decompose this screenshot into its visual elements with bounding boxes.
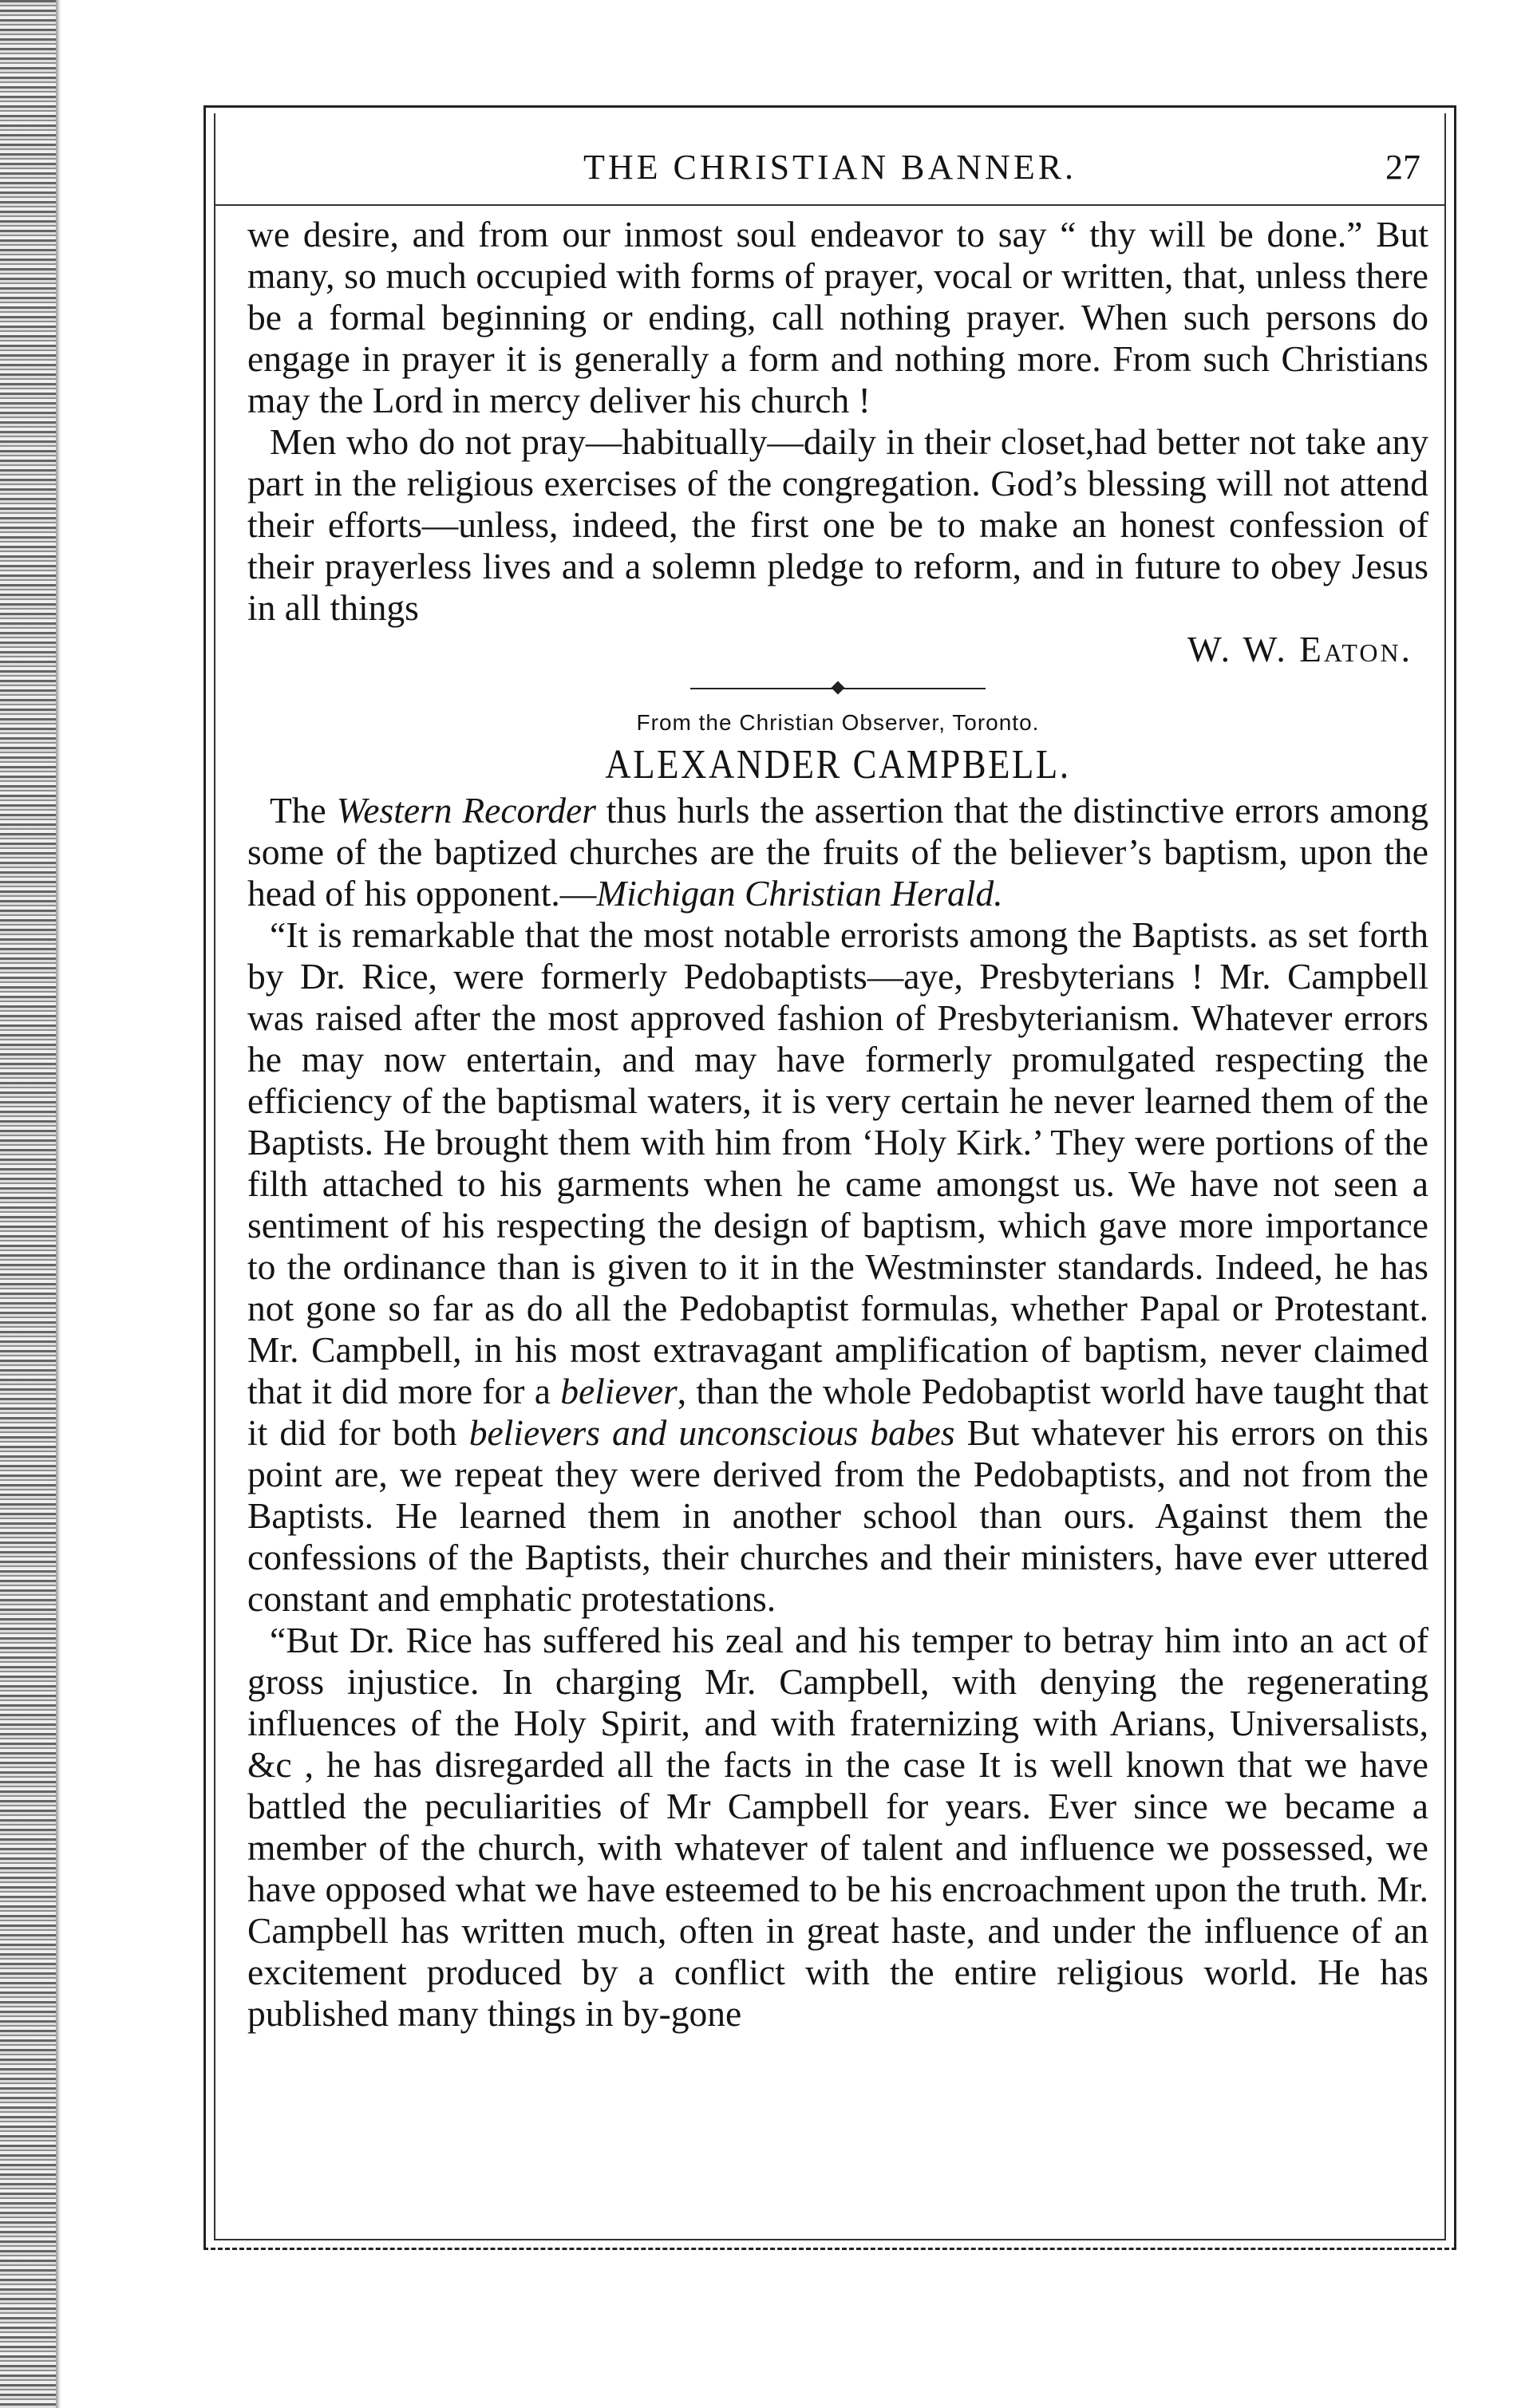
quote-paragraph-1 [247, 914, 1428, 1620]
quote1-italic-believer: believer [560, 1371, 678, 1411]
intro-citation: Michigan Christian Herald. [596, 873, 1003, 914]
section-divider [247, 677, 1428, 701]
author-signature: W. W. Eaton. [1187, 629, 1412, 669]
paragraph-men-who-do-not-pray: Men who do not pray—habitually—daily in their closet,had better not take any part in the religious exercises of the congregation. God’s blessing will not attend their efforts—unless, indeed, the first one be to make an honest confession of their prayerless lives and a solemn pledge to reform, and in future to obey Jesus in all things [247, 421, 1428, 628]
divider-ornament [832, 681, 845, 695]
article-intro [247, 790, 1428, 914]
header-rule [214, 204, 1446, 206]
paragraph-prayer-continued: we desire, and from our inmost soul endeavor to say “ thy will be done.” But many, so much occupied with forms of prayer, vocal or written, that, unless there be a formal beginning or ending, call nothing prayer. When such persons do engage in prayer it is generally a form and nothing more. From such Christians may the Lord in mercy deliver his church ! [247, 214, 1428, 420]
journal-title: THE CHRISTIAN BANNER. [583, 148, 1077, 187]
running-header [231, 144, 1428, 199]
page-number: 27 [1385, 148, 1420, 187]
quote1-part-e: But whatever his errors on this point are, we repeat they were derived from the Pedobaptists, and not from the Baptists. He learned them in another school than ours. Against them the confessions of the Baptists, their churches and their ministers, have ever uttered constant and emphatic protestations. [247, 1412, 1429, 1619]
intro-lead: The [270, 790, 337, 831]
page-body [247, 214, 1428, 2035]
intro-body: thus hurls the assertion that the distinctive errors among some of the baptized churches are the fruits of the believer’s baptism, upon the head of his opponent.— [247, 790, 1428, 914]
binding-edge [0, 0, 56, 2408]
binding-shadow [56, 0, 61, 2408]
quote1-italic-believers-babes: believers and unconscious babes [468, 1412, 955, 1453]
article-headline: ALEXANDER CAMPBELL. [605, 742, 1071, 788]
quote1-part-a: “It is remarkable that the most notable errorists among the Baptists. as set forth by Dr. Rice, were formerly Pedobaptists—aye, Presbyterians ! Mr. Campbell was raised after the most approved fashion of Presbyterianism. Whatever errors he may now entertain, and may have formerly promulgated respecting the efficiency of the baptismal waters, it is very certain he never learned them of the Baptists. He brought them with him from ‘Holy Kirk.’ They were portions of the filth attached to his garments when he came amongst us. We have not seen a sentiment of his respecting the design of baptism, which gave more importance to the ordinance than is given to it in the Westminster standards. Indeed, he has not gone so far as do all the Pedobaptist formulas, whether Papal or Protestant. Mr. Campbell, in his most extravagant amplification of baptism, never claimed that it did more for a [247, 914, 1428, 1411]
quote1-part-c: , than the whole Pedobaptist world have taught that it did for both [247, 1371, 1428, 1453]
article-source: From the Christian Observer, Toronto. [636, 710, 1040, 735]
intro-paper-name: Western Recorder [336, 790, 596, 831]
quote-paragraph-2: “But Dr. Rice has suffered his zeal and his temper to betray him into an act of gross injustice. In charging Mr. Campbell, with denying the regenerating influences of the Holy Spirit, and with fraternizing with Arians, Universalists, &c , he has disregarded all the facts in the case It is well known that we have battled the peculiarities of Mr Campbell for years. Ever since we became a member of the church, with whatever of talent and influence we possessed, we have opposed what we have esteemed to be his encroachment upon the truth. Mr. Campbell has written much, often in great haste, and under the influence of an excitement produced by a conflict with the entire religious world. He has published many things in by-gone [247, 1620, 1428, 2034]
